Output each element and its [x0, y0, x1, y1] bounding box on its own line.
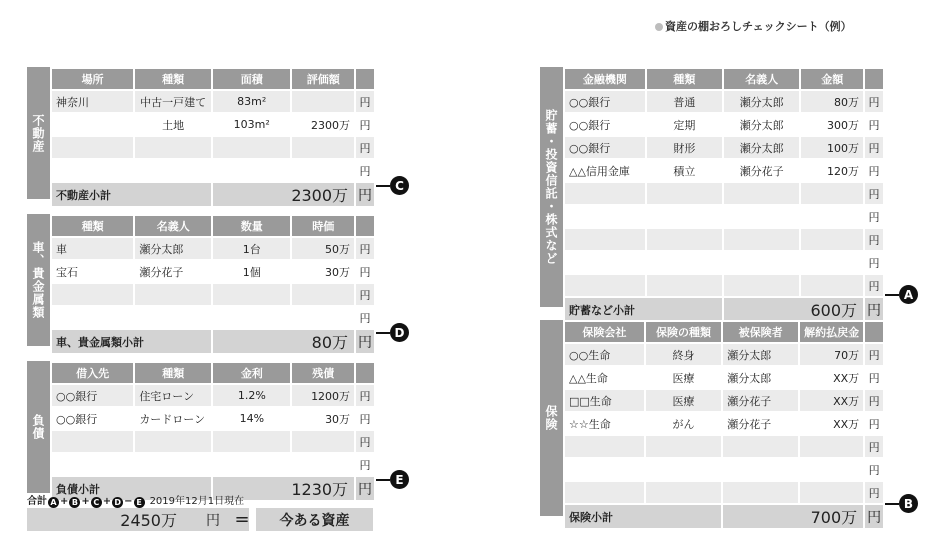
column-header: 評価額 [291, 68, 355, 90]
table-header-row [564, 68, 884, 90]
as-of-date: 2019年12月1日現在 [149, 496, 245, 507]
subtotal-row [51, 329, 375, 354]
table-cell [799, 481, 864, 504]
table-cell [51, 306, 134, 329]
column-header-unit [355, 68, 375, 90]
unit-cell: 円 [864, 159, 884, 182]
table-row [564, 136, 884, 159]
table-row [564, 182, 884, 205]
table-cell: 30万 [291, 407, 355, 430]
table-cell: □□生命 [564, 389, 645, 412]
table-cell: ○○銀行 [51, 384, 134, 407]
table-cell [212, 306, 291, 329]
table-row [51, 453, 375, 476]
column-header: 保険の種類 [645, 321, 722, 343]
sheet-title-text: 資産の棚おろしチェックシート（例） [665, 20, 852, 33]
table-cell [722, 435, 799, 458]
column-header-unit [355, 215, 375, 237]
table-cell [564, 251, 646, 274]
subtotal-unit: 円 [355, 329, 375, 354]
table-row [51, 260, 375, 283]
column-header: 面積 [212, 68, 291, 90]
table-cell [646, 228, 723, 251]
table-row [564, 435, 884, 458]
table-cell [291, 136, 355, 159]
table-cell [800, 251, 864, 274]
table-cell [212, 430, 291, 453]
column-header: 解約払戻金 [799, 321, 864, 343]
unit-cell: 円 [355, 113, 375, 136]
table-cell: 土地 [134, 113, 212, 136]
table-row [51, 384, 375, 407]
unit-cell: 円 [864, 389, 884, 412]
table-cell: 瀬分太郎 [134, 237, 212, 260]
column-header: 種類 [646, 68, 723, 90]
column-header: 種類 [134, 362, 212, 384]
table-cell [564, 481, 645, 504]
table-cell [564, 182, 646, 205]
table-cell: がん [645, 412, 722, 435]
subtotal-value: 2300万 [212, 182, 355, 207]
table-cell: 83m² [212, 90, 291, 113]
subtotal-unit: 円 [355, 182, 375, 207]
unit-cell: 円 [355, 384, 375, 407]
unit-cell: 円 [355, 453, 375, 476]
table-cell [723, 182, 801, 205]
table-cell: 終身 [645, 343, 722, 366]
unit-cell: 円 [864, 182, 884, 205]
column-header: 場所 [51, 68, 134, 90]
table-cell: 30万 [291, 260, 355, 283]
unit-cell: 円 [355, 407, 375, 430]
unit-cell: 円 [864, 251, 884, 274]
unit-cell: 円 [864, 90, 884, 113]
unit-cell: 円 [864, 481, 884, 504]
column-header: 時価 [291, 215, 355, 237]
table-cell: △△生命 [564, 366, 645, 389]
table-row [564, 412, 884, 435]
table-cell [212, 159, 291, 182]
marker-a-circle: A [899, 285, 918, 304]
subtotal-row [51, 182, 375, 207]
table-header-row [51, 215, 375, 237]
formula-operator: + [60, 496, 69, 507]
subtotal-label: 車、貴金属類小計 [51, 329, 212, 354]
column-header: 保険会社 [564, 321, 645, 343]
table-row [564, 343, 884, 366]
marker-c-circle: C [390, 176, 409, 195]
total-box [27, 508, 249, 531]
subtotal-label: 貯蓄など小計 [564, 297, 723, 322]
table-cell: 瀬分太郎 [723, 113, 801, 136]
formula-marker-icon: B [69, 497, 80, 508]
subtotal-label: 保険小計 [564, 504, 722, 529]
table-cell [291, 430, 355, 453]
column-header: 名義人 [723, 68, 801, 90]
bullet-dot-icon [655, 23, 663, 31]
table-cell [134, 136, 212, 159]
unit-cell: 円 [355, 306, 375, 329]
unit-cell: 円 [864, 228, 884, 251]
table-cell: XX万 [799, 366, 864, 389]
table-cell [800, 274, 864, 297]
table-cell [645, 481, 722, 504]
table-row [51, 90, 375, 113]
table-cell: 300万 [800, 113, 864, 136]
table-cell [723, 228, 801, 251]
table-cell: 120万 [800, 159, 864, 182]
table-cell [800, 228, 864, 251]
table-cell: 80万 [800, 90, 864, 113]
table-cell: 住宅ローン [134, 384, 212, 407]
table-cell [51, 159, 134, 182]
subtotal-unit: 円 [355, 476, 375, 501]
table-cell: ☆☆生命 [564, 412, 645, 435]
table-row [564, 481, 884, 504]
formula-marker-icon: D [112, 497, 123, 508]
subtotal-row [564, 297, 884, 322]
table-cell: 1.2% [212, 384, 291, 407]
table-cell: ○○銀行 [564, 136, 646, 159]
marker-d-circle: D [390, 323, 409, 342]
column-header: 金利 [212, 362, 291, 384]
unit-cell: 円 [355, 159, 375, 182]
table-cell: 普通 [646, 90, 723, 113]
formula-operator: + [102, 496, 112, 507]
table-cell: 神奈川 [51, 90, 134, 113]
table-cell: 14% [212, 407, 291, 430]
table-cell: 車 [51, 237, 134, 260]
total-value: 2450万 [120, 511, 177, 530]
section-label: 貯蓄・投資信託・株式など [540, 67, 563, 307]
column-header: 金融機関 [564, 68, 646, 90]
table-cell [134, 306, 212, 329]
table-row [564, 228, 884, 251]
table-cell [291, 159, 355, 182]
table-cell [800, 182, 864, 205]
table-cell [564, 435, 645, 458]
unit-cell: 円 [355, 283, 375, 306]
table-cell [212, 453, 291, 476]
table-header-row [51, 362, 375, 384]
column-header: 種類 [51, 215, 134, 237]
table-cell: 瀬分花子 [134, 260, 212, 283]
table-cell: 積立 [646, 159, 723, 182]
table-cell: 中古一戸建て [134, 90, 212, 113]
column-header: 残債 [291, 362, 355, 384]
table-cell: 瀬分太郎 [722, 343, 799, 366]
table-row [564, 389, 884, 412]
table-cell [51, 283, 134, 306]
table-cell: 1200万 [291, 384, 355, 407]
unit-cell: 円 [355, 90, 375, 113]
marker-e-circle: E [390, 470, 409, 489]
unit-cell: 円 [864, 113, 884, 136]
table-cell: 1個 [212, 260, 291, 283]
table-cell: 瀬分太郎 [723, 136, 801, 159]
table-cell: 定期 [646, 113, 723, 136]
insurance-section [540, 320, 885, 527]
table-cell [800, 205, 864, 228]
table-cell [134, 283, 212, 306]
table-cell: XX万 [799, 389, 864, 412]
unit-cell: 円 [864, 458, 884, 481]
table-cell [51, 430, 134, 453]
table-cell: ○○銀行 [564, 90, 646, 113]
total-unit: 円 [206, 512, 220, 529]
table-cell: 瀬分太郎 [722, 366, 799, 389]
table-row [564, 113, 884, 136]
table-cell: 50万 [291, 237, 355, 260]
table-cell: 瀬分花子 [723, 159, 801, 182]
column-header: 被保険者 [722, 321, 799, 343]
column-header: 数量 [212, 215, 291, 237]
table-cell: 2300万 [291, 113, 355, 136]
marker-c [376, 176, 409, 195]
table-row [564, 90, 884, 113]
table-cell: 宝石 [51, 260, 134, 283]
table-cell: XX万 [799, 412, 864, 435]
savings-table [563, 67, 885, 323]
total-formula [27, 492, 244, 508]
table-cell [646, 274, 723, 297]
section-label: 保険 [540, 320, 563, 516]
unit-cell: 円 [864, 412, 884, 435]
table-cell: ○○生命 [564, 343, 645, 366]
table-header-row [51, 68, 375, 90]
formula-operator: − [124, 496, 133, 507]
formula-marker-icon: E [134, 497, 145, 508]
table-cell [645, 435, 722, 458]
real-estate-section [27, 67, 376, 205]
table-cell [134, 159, 212, 182]
unit-cell: 円 [355, 136, 375, 159]
subtotal-value: 1230万 [212, 476, 355, 501]
marker-b-circle: B [899, 494, 918, 513]
table-cell: カードローン [134, 407, 212, 430]
table-cell [564, 458, 645, 481]
table-row [564, 159, 884, 182]
table-cell: 医療 [645, 366, 722, 389]
formula-operator: + [81, 496, 90, 507]
column-header: 種類 [134, 68, 212, 90]
marker-b [885, 494, 918, 513]
table-cell [564, 205, 646, 228]
table-cell [722, 481, 799, 504]
table-cell [564, 274, 646, 297]
formula-prefix: 合計 [27, 496, 47, 507]
table-cell [51, 136, 134, 159]
table-cell: 70万 [799, 343, 864, 366]
table-cell [51, 113, 134, 136]
subtotal-unit: 円 [864, 504, 884, 529]
subtotal-row [564, 504, 884, 529]
table-cell [212, 136, 291, 159]
section-label: 車、貴金属類 [27, 214, 50, 346]
table-cell [51, 453, 134, 476]
table-header-row [564, 321, 884, 343]
unit-cell: 円 [864, 366, 884, 389]
table-cell [291, 283, 355, 306]
table-cell [646, 205, 723, 228]
liabilities-section [27, 361, 376, 499]
table-cell: ○○銀行 [51, 407, 134, 430]
table-cell [291, 90, 355, 113]
table-cell [799, 458, 864, 481]
subtotal-value: 700万 [722, 504, 864, 529]
unit-cell: 円 [864, 435, 884, 458]
table-row [51, 159, 375, 182]
marker-d [376, 323, 409, 342]
table-cell [722, 458, 799, 481]
column-header: 名義人 [134, 215, 212, 237]
table-cell [646, 182, 723, 205]
table-cell: △△信用金庫 [564, 159, 646, 182]
table-cell: 瀬分太郎 [723, 90, 801, 113]
table-row [564, 274, 884, 297]
subtotal-label: 負債小計 [51, 476, 212, 501]
table-cell: 100万 [800, 136, 864, 159]
column-header: 金額 [800, 68, 864, 90]
table-cell [646, 251, 723, 274]
table-row [564, 366, 884, 389]
table-cell: 医療 [645, 389, 722, 412]
table-cell: 103m² [212, 113, 291, 136]
section-label: 不動産 [27, 67, 50, 199]
unit-cell: 円 [864, 274, 884, 297]
subtotal-unit: 円 [864, 297, 884, 322]
unit-cell: 円 [864, 343, 884, 366]
column-header: 借入先 [51, 362, 134, 384]
table-row [564, 458, 884, 481]
unit-cell: 円 [864, 136, 884, 159]
table-cell [564, 228, 646, 251]
table-cell [723, 251, 801, 274]
table-row [51, 113, 375, 136]
equals-sign: = [234, 509, 250, 530]
table-row [51, 407, 375, 430]
vehicles-section [27, 214, 376, 352]
current-assets-label: 今ある資産 [256, 508, 373, 531]
table-cell [134, 453, 212, 476]
column-header-unit [355, 362, 375, 384]
column-header-unit [864, 321, 884, 343]
table-cell [723, 274, 801, 297]
subtotal-value: 80万 [212, 329, 355, 354]
table-cell [723, 205, 801, 228]
liabilities-table [50, 361, 376, 502]
vehicles-table [50, 214, 376, 355]
unit-cell: 円 [355, 237, 375, 260]
formula-marker-icon: C [91, 497, 102, 508]
table-row [51, 237, 375, 260]
table-cell [645, 458, 722, 481]
table-cell [291, 306, 355, 329]
real-estate-table [50, 67, 376, 208]
subtotal-value: 600万 [723, 297, 864, 322]
column-header-unit [864, 68, 884, 90]
savings-section [540, 67, 885, 320]
table-row [51, 136, 375, 159]
table-cell [212, 283, 291, 306]
subtotal-label: 不動産小計 [51, 182, 212, 207]
formula-marker-icon: A [48, 497, 59, 508]
table-cell: 瀬分花子 [722, 389, 799, 412]
marker-a [885, 285, 918, 304]
table-row [564, 251, 884, 274]
table-row [564, 205, 884, 228]
unit-cell: 円 [864, 205, 884, 228]
table-row [51, 430, 375, 453]
insurance-table [563, 320, 885, 530]
sheet-title [655, 18, 852, 34]
table-row [51, 283, 375, 306]
table-cell [291, 453, 355, 476]
table-cell: ○○銀行 [564, 113, 646, 136]
marker-e [376, 470, 409, 489]
table-cell: 瀬分花子 [722, 412, 799, 435]
table-cell: 財形 [646, 136, 723, 159]
table-cell: 1台 [212, 237, 291, 260]
unit-cell: 円 [355, 260, 375, 283]
unit-cell: 円 [355, 430, 375, 453]
table-cell [799, 435, 864, 458]
section-label: 負債 [27, 361, 50, 493]
table-cell [134, 430, 212, 453]
table-row [51, 306, 375, 329]
